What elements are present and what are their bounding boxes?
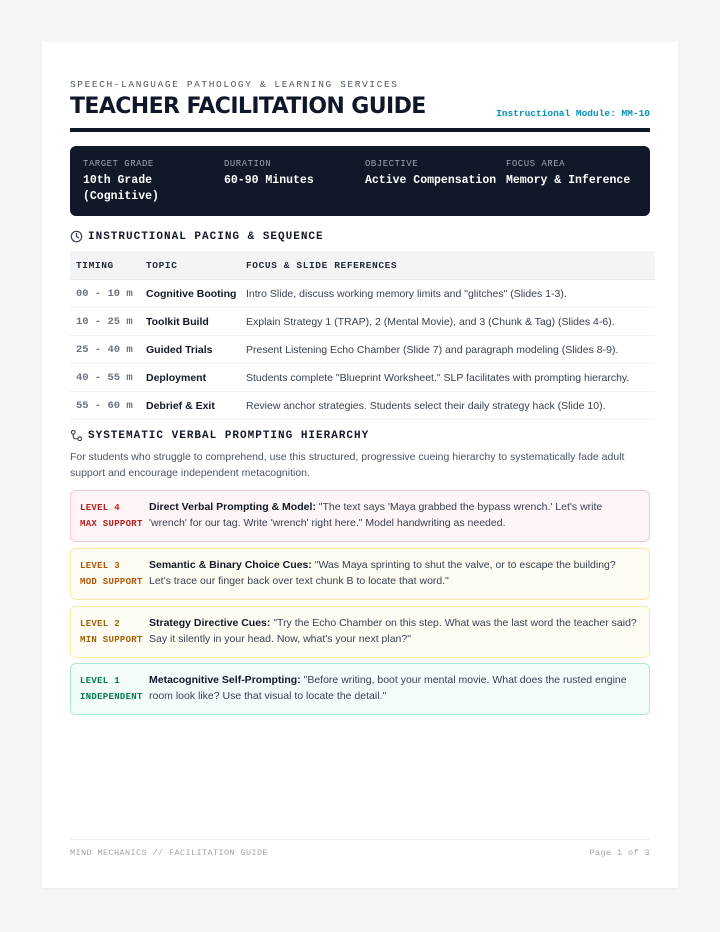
target-grade-block	[83, 159, 223, 205]
pacing-header-row	[70, 251, 655, 280]
row-focus: Explain Strategy 1 (TRAP), 2 (Mental Movie), and 3 (Chunk & Tag) (Slides 4-6).	[240, 308, 655, 336]
row-topic: Debrief & Exit	[140, 392, 240, 420]
row-focus: Present Listening Echo Chamber (Slide 7) and paragraph modeling (Slides 8-9).	[240, 336, 655, 364]
duration-block	[224, 159, 364, 189]
target-grade-label: TARGET GRADE	[83, 159, 154, 169]
focus-area-label: FOCUS AREA	[506, 159, 566, 169]
level-tag	[80, 673, 143, 705]
level-number: LEVEL 3	[80, 561, 120, 571]
target-grade-value	[83, 173, 223, 205]
level-tag	[80, 500, 143, 532]
prompting-heading	[70, 429, 369, 442]
row-focus: Review anchor strategies. Students select their daily strategy hack (Slide 10).	[240, 392, 655, 420]
document-page	[42, 42, 678, 888]
row-topic: Toolkit Build	[140, 308, 240, 336]
level-description	[149, 499, 637, 531]
level-description	[149, 672, 637, 704]
page-title: TEACHER FACILITATION GUIDE	[70, 94, 426, 119]
prompting-intro: For students who struggle to comprehend, use this structured, progressive cueing hierarchy to systematically fade adult support and encourage independent metacognition.	[70, 451, 625, 479]
department-eyebrow: SPEECH-LANGUAGE PATHOLOGY & LEARNING SERVICES	[70, 79, 399, 90]
pacing-table	[70, 251, 655, 420]
support-level: MOD SUPPORT	[80, 577, 143, 587]
level-tag	[80, 616, 143, 648]
row-focus: Intro Slide, discuss working memory limits and "glitches" (Slides 1-3).	[240, 280, 655, 308]
level-tag	[80, 558, 143, 590]
col-timing: TIMING	[70, 251, 140, 280]
table-row	[70, 280, 655, 308]
target-grade-line-1: 10th Grade	[83, 174, 153, 187]
row-topic: Cognitive Booting	[140, 280, 240, 308]
route-icon	[70, 429, 83, 442]
level-title: Strategy Directive Cues:	[149, 617, 271, 629]
support-level: INDEPENDENT	[80, 692, 143, 702]
row-focus: Students complete "Blueprint Worksheet." SLP facilitates with prompting hierarchy.	[240, 364, 655, 392]
col-focus: FOCUS & SLIDE REFERENCES	[240, 251, 655, 280]
support-level: MIN SUPPORT	[80, 635, 143, 645]
row-timing: 00 - 10 m	[70, 280, 140, 308]
level-description	[149, 557, 637, 589]
level-title: Direct Verbal Prompting & Model:	[149, 501, 316, 513]
support-level: MAX SUPPORT	[80, 519, 143, 529]
level-2-card	[70, 606, 650, 658]
level-text: "Try the Echo Chamber on this step. What was the last word the teacher said? Say it silently in your head. Now, what's your next plan?"	[149, 617, 637, 645]
row-timing: 55 - 60 m	[70, 392, 140, 420]
objective-value: Active Compensation	[365, 174, 497, 187]
level-text: "Was Maya sprinting to shut the valve, or to escape the building? Let's trace our finger back over text chunk B to locate that word."	[149, 559, 616, 587]
pacing-heading	[70, 230, 324, 243]
table-row	[70, 336, 655, 364]
pacing-heading-text: INSTRUCTIONAL PACING & SEQUENCE	[88, 230, 324, 243]
level-text: "Before writing, boot your mental movie. What does the rusted engine room look like? Use that visual to locate the detail."	[149, 674, 627, 702]
duration-value: 60-90 Minutes	[224, 174, 314, 187]
level-3-card	[70, 548, 650, 600]
row-topic: Deployment	[140, 364, 240, 392]
info-banner	[70, 146, 650, 216]
table-row	[70, 364, 655, 392]
table-row	[70, 392, 655, 420]
prompting-heading-text: SYSTEMATIC VERBAL PROMPTING HIERARCHY	[88, 429, 370, 442]
level-number: LEVEL 1	[80, 676, 120, 686]
row-topic: Guided Trials	[140, 336, 240, 364]
level-number: LEVEL 2	[80, 619, 120, 629]
focus-area-value: Memory & Inference	[506, 174, 631, 187]
level-title: Semantic & Binary Choice Cues:	[149, 559, 312, 571]
level-1-card	[70, 663, 650, 715]
duration-label: DURATION	[224, 159, 272, 169]
level-title: Metacognitive Self-Prompting:	[149, 674, 301, 686]
page-number: Page 1 of 3	[589, 848, 650, 858]
clock-icon	[70, 230, 83, 243]
col-topic: TOPIC	[140, 251, 240, 280]
module-id: Instructional Module: MM-10	[496, 108, 650, 119]
table-row	[70, 308, 655, 336]
level-number: LEVEL 4	[80, 503, 120, 513]
level-description	[149, 615, 637, 647]
objective-block	[365, 159, 505, 189]
focus-area-block	[506, 159, 646, 189]
footer-title: MIND MECHANICS // FACILITATION GUIDE	[70, 848, 269, 858]
row-timing: 25 - 40 m	[70, 336, 140, 364]
title-rule	[70, 128, 650, 132]
row-timing: 40 - 55 m	[70, 364, 140, 392]
objective-label: OBJECTIVE	[365, 159, 419, 169]
level-text: "The text says 'Maya grabbed the bypass wrench.' Let's write 'wrench' for our tag. Write 'wrench' right here." Model handwriting as needed.	[149, 501, 603, 529]
target-grade-line-2: (Cognitive)	[83, 190, 159, 203]
level-4-card	[70, 490, 650, 542]
row-timing: 10 - 25 m	[70, 308, 140, 336]
footer-rule	[70, 839, 650, 840]
